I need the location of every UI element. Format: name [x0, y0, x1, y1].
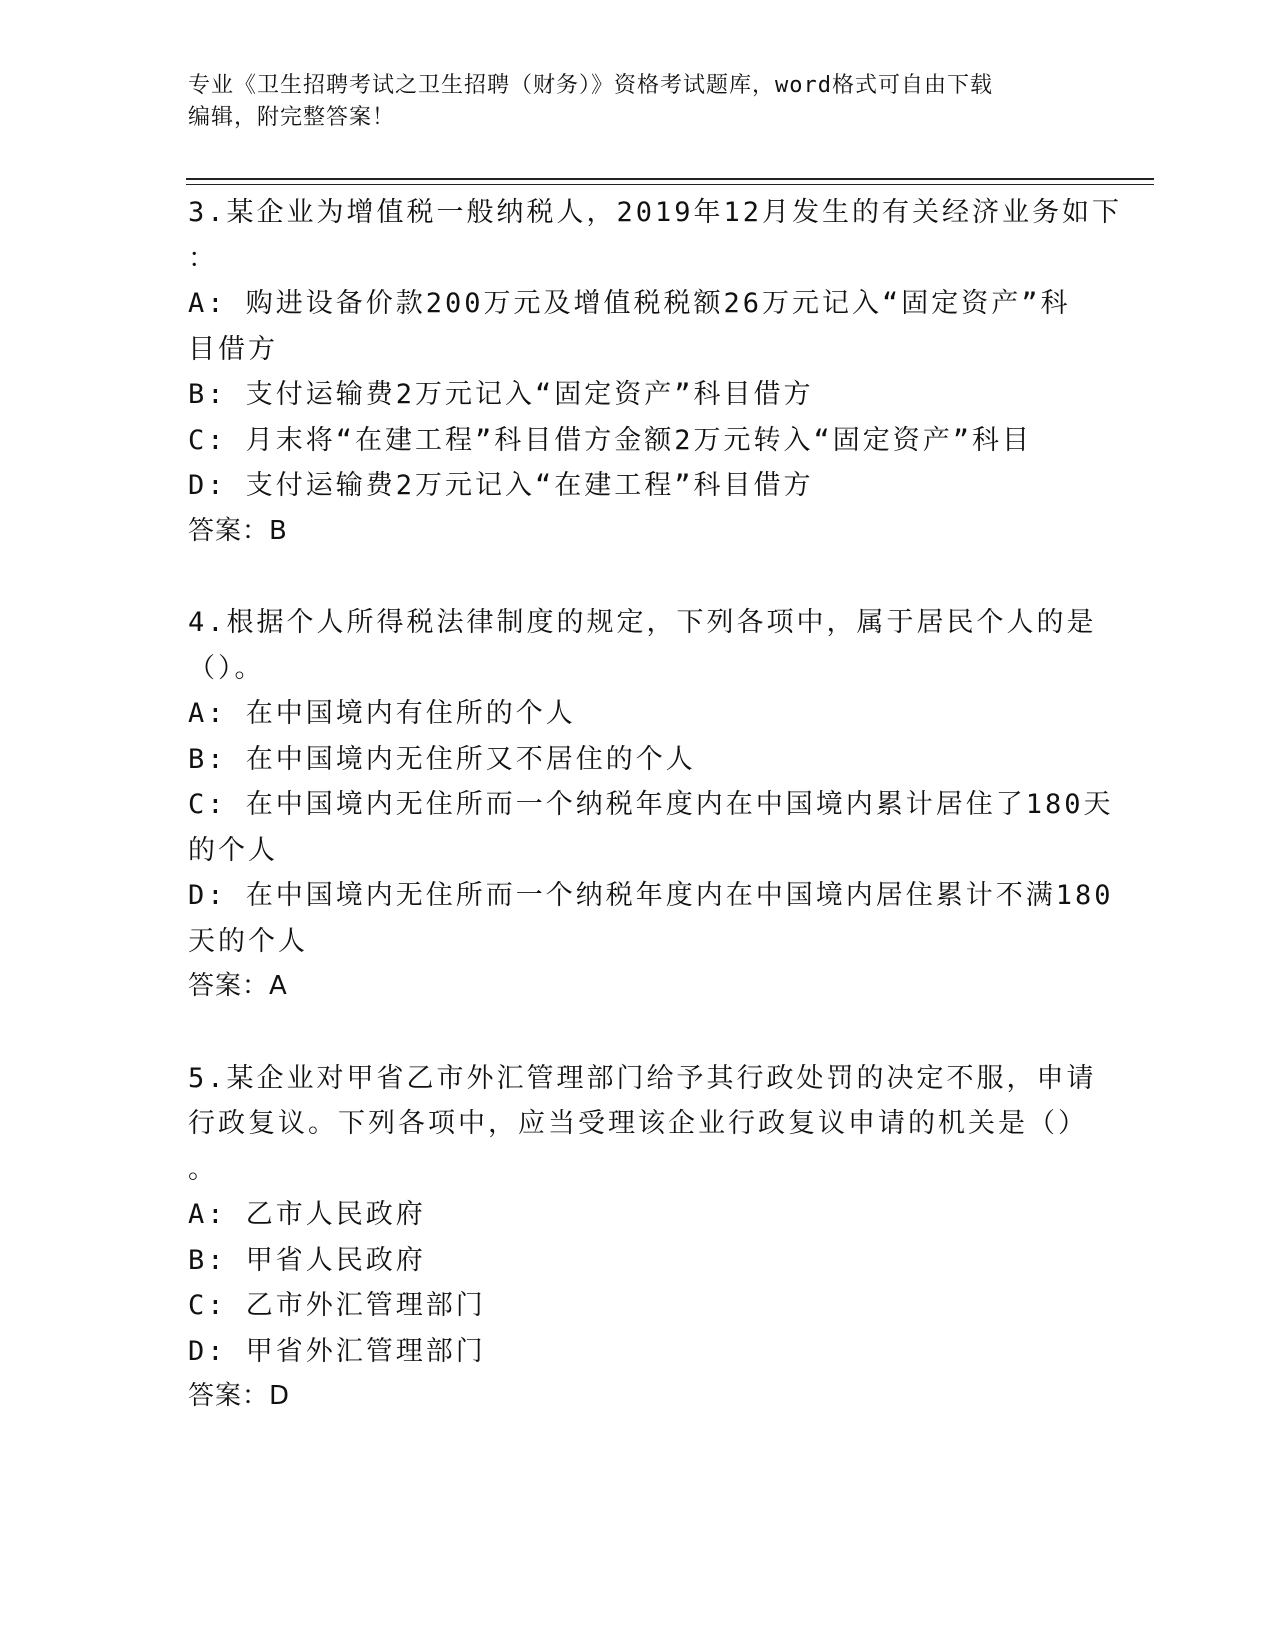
question-3-option-c: C: 月末将“在建工程”科目借方金额2万元转入“固定资产”科目	[188, 424, 1033, 456]
question-4-option-d-cont: 天的个人	[188, 925, 308, 957]
header-line-1: 专业《卫生招聘考试之卫生招聘（财务）》资格考试题库，word格式可自由下载	[188, 73, 993, 98]
document-header	[188, 70, 1068, 134]
question-4-answer: 答案：A	[188, 971, 288, 1001]
question-4-option-a: A: 在中国境内有住所的个人	[188, 698, 576, 729]
question-3-option-d: D: 支付运输费2万元记入“在建工程”科目借方	[188, 470, 814, 501]
question-3-line-2: ：	[188, 242, 218, 274]
question-4-line-1: 4.根据个人所得税法律制度的规定，下列各项中，属于居民个人的是	[188, 607, 1097, 638]
question-list	[188, 190, 1123, 1466]
question-5-answer: 答案：D	[188, 1381, 291, 1411]
header-line-2: 编辑，附完整答案！	[188, 105, 396, 130]
question-5-option-a: A: 乙市人民政府	[188, 1199, 426, 1230]
question-4-option-c: C: 在中国境内无住所而一个纳税年度内在中国境内累计居住了180天	[188, 789, 1114, 820]
question-5-line-3: 。	[188, 1153, 218, 1185]
question-5	[188, 1056, 1097, 1420]
question-4-option-d: D: 在中国境内无住所而一个纳税年度内在中国境内居住累计不满180	[188, 880, 1114, 911]
question-4-option-c-cont: 的个人	[188, 834, 278, 866]
question-4-line-2: （）。	[188, 652, 265, 684]
question-4	[188, 600, 1114, 1010]
question-3-option-a-cont: 目借方	[188, 333, 278, 365]
question-5-option-d: D: 甲省外汇管理部门	[188, 1335, 486, 1367]
header-divider-thin	[186, 184, 1154, 185]
header-divider-thick	[186, 178, 1154, 180]
question-5-line-1: 5.某企业对甲省乙市外汇管理部门给予其行政处罚的决定不服，申请	[188, 1062, 1097, 1094]
question-5-option-b: B: 甲省人民政府	[188, 1244, 426, 1276]
question-3-answer: 答案：B	[188, 515, 288, 546]
question-4-option-b: B: 在中国境内无住所又不居住的个人	[188, 743, 696, 775]
question-3-line-1: 3.某企业为增值税一般纳税人，2019年12月发生的有关经济业务如下	[188, 197, 1123, 228]
question-5-line-2: 行政复议。下列各项中，应当受理该企业行政复议申请的机关是（）	[188, 1108, 1088, 1139]
question-3	[188, 190, 1123, 554]
question-5-option-c: C: 乙市外汇管理部门	[188, 1290, 486, 1321]
question-3-option-b: B: 支付运输费2万元记入“固定资产”科目借方	[188, 379, 814, 410]
question-3-option-a: A: 购进设备价款200万元及增值税税额26万元记入“固定资产”科	[188, 288, 1071, 319]
